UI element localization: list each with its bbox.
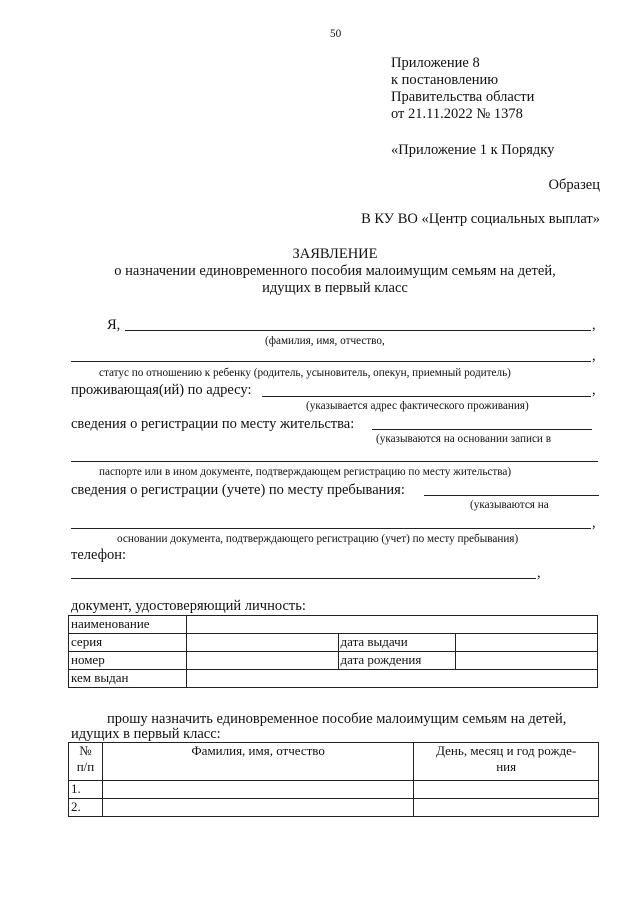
stay-field-2[interactable] [71, 528, 591, 529]
id-issue-date-label: дата выдачи [338, 634, 456, 652]
id-birth-date-cell[interactable] [456, 652, 598, 670]
id-number-label: номер [69, 652, 187, 670]
id-series-label: серия [69, 634, 187, 652]
id-issued-by-cell[interactable] [186, 670, 597, 688]
comma: , [592, 515, 596, 531]
id-series-cell[interactable] [186, 634, 338, 652]
registration-hint: (указываются на основании записи в [376, 433, 552, 445]
appendix-line1: Приложение 8 [391, 55, 480, 71]
col-dob-header-1: День, месяц и год рожде- [436, 743, 577, 758]
stay-hint-2: основании документа, подтверждающего регистрацию (учет) по месту пребывания) [117, 533, 519, 545]
row-number-1: 1. [69, 781, 103, 799]
col-dob-header [414, 743, 599, 781]
id-doc-table [68, 615, 598, 688]
document-subtitle-1: о назначении единовременного пособия малоимущим семьям на детей, [114, 263, 556, 279]
col-number-header-1: № [79, 743, 92, 758]
col-number-header [69, 743, 103, 781]
appendix-line5: «Приложение 1 к Порядку [391, 142, 555, 158]
appendix-line3: Правительства области [391, 89, 535, 105]
sample-label: Образец [548, 177, 600, 193]
stay-field[interactable] [424, 495, 599, 496]
phone-field[interactable] [71, 578, 536, 579]
children-table [68, 742, 599, 817]
id-name-label: наименование [69, 616, 187, 634]
child-fio-cell-2[interactable] [102, 799, 413, 817]
registration-hint-2: паспорте или в ином документе, подтверждающем регистрацию по месту жительства) [99, 466, 512, 478]
col-number-header-2: п/п [76, 759, 95, 774]
child-dob-cell-1[interactable] [414, 781, 599, 799]
phone-label: телефон: [71, 547, 127, 563]
fio-hint: (фамилия, имя, отчество, [265, 335, 385, 347]
col-fio-header: Фамилия, имя, отчество [102, 743, 413, 781]
addressee: В КУ ВО «Центр социальных выплат» [361, 211, 600, 227]
status-field[interactable] [71, 361, 591, 362]
id-birth-date-label: дата рождения [338, 652, 456, 670]
id-doc-label: документ, удостоверяющий личность: [71, 598, 306, 614]
registration-field-2[interactable] [71, 461, 598, 462]
appendix-line4: от 21.11.2022 № 1378 [391, 106, 523, 122]
document-subtitle-2: идущих в первый класс [262, 280, 408, 296]
child-fio-cell-1[interactable] [102, 781, 413, 799]
i-label: Я, [107, 317, 121, 333]
page-number: 50 [330, 28, 342, 40]
residing-label: проживающая(ий) по адресу: [71, 382, 252, 398]
document-title: ЗАЯВЛЕНИЕ [292, 246, 378, 262]
id-number-cell[interactable] [186, 652, 338, 670]
comma: , [592, 317, 596, 333]
status-hint: статус по отношению к ребенку (родитель, усыновитель, опекун, приемный родитель) [99, 367, 511, 379]
comma: , [592, 348, 596, 364]
id-name-cell[interactable] [186, 616, 597, 634]
stay-hint: (указываются на [470, 499, 549, 511]
residing-address-field[interactable] [262, 396, 591, 397]
row-number-2: 2. [69, 799, 103, 817]
comma: , [592, 382, 596, 398]
child-dob-cell-2[interactable] [414, 799, 599, 817]
residing-hint: (указывается адрес фактического проживания) [306, 400, 529, 412]
request-line-2: идущих в первый класс: [71, 726, 221, 742]
registration-label: сведения о регистрации по месту жительства: [71, 416, 355, 432]
request-line-1: прошу назначить единовременное пособие малоимущим семьям на детей, [107, 711, 567, 727]
stay-label: сведения о регистрации (учете) по месту пребывания: [71, 482, 405, 498]
appendix-line2: к постановлению [391, 72, 499, 88]
registration-field[interactable] [372, 429, 592, 430]
id-issued-by-label: кем выдан [69, 670, 187, 688]
fio-field[interactable] [125, 330, 591, 331]
comma: , [537, 565, 541, 581]
id-issue-date-cell[interactable] [456, 634, 598, 652]
col-dob-header-2: ния [496, 759, 517, 774]
